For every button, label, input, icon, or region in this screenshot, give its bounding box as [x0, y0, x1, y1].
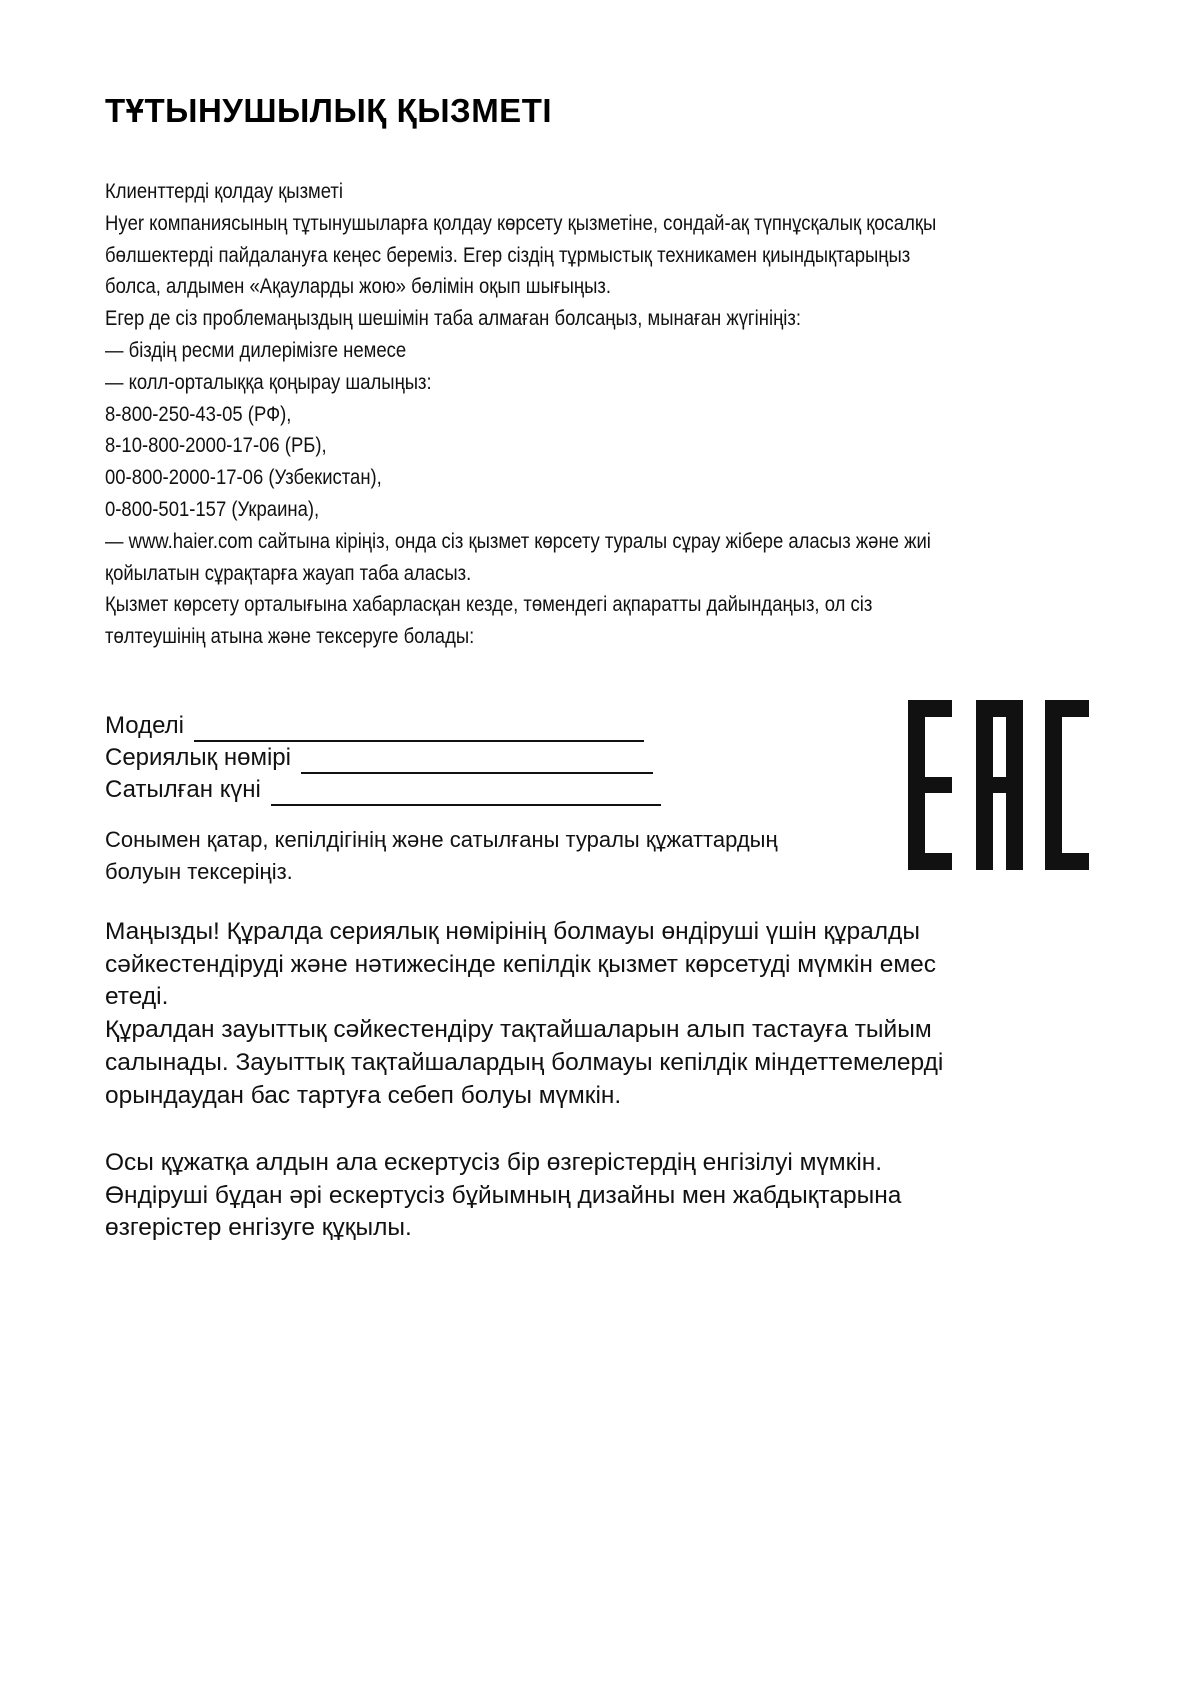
serial-row — [105, 742, 661, 774]
info-line: төлтеушінің атына және тексеруге болады: — [105, 625, 475, 649]
warning-line: етеді. — [105, 983, 169, 1011]
product-info-form — [105, 710, 661, 806]
info-line: Клиенттерді қолдау қызметі — [105, 180, 343, 203]
date-blank-line — [271, 780, 661, 806]
model-row — [105, 710, 661, 742]
notice-line: Өндіруші бұдан әрі ескертусіз бұйымның дизайны мен жабдықтарына — [105, 1181, 902, 1209]
info-line: Қызмет көрсету орталығына хабарласқан кезде, төмендегі ақпаратты дайындаңыз, ол сіз — [105, 593, 873, 617]
phone-line: 8-800-250-43-05 (РФ), — [105, 402, 292, 426]
warning-line: сәйкестендіруді және нәтижесінде кепілдік қызмет көрсетуді мүмкін емес — [105, 950, 937, 978]
info-line: — www.haier.com сайтына кіріңіз, онда сіз қызмет көрсету туралы сұрау жібере аласыз және жиі — [105, 529, 931, 553]
warning-line: орындаудан бас тартуға себеп болуы мүмкін. — [105, 1081, 622, 1109]
warning-line: Құралдан зауыттық сәйкестендіру тақтайшаларын алып тастауға тыйым — [105, 1016, 932, 1044]
warning-line: Маңызды! Құралда сериялық нөмірінің болмауы өндіруші үшін құралды — [105, 918, 920, 945]
change-notice — [105, 1147, 901, 1245]
phone-line: 00-800-2000-17-06 (Узбекистан), — [105, 466, 382, 490]
date-row — [105, 774, 661, 806]
phone-line: 0-800-501-157 (Украина), — [105, 497, 320, 521]
info-line: бөлшектерді пайдалануға кеңес береміз. Егер сіздің тұрмыстық техникамен қиындықтарыңыз — [105, 243, 911, 267]
eac-certification-logo — [908, 700, 1089, 870]
info-line: — колл-орталыққа қоңырау шалыңыз: — [105, 370, 432, 394]
serial-label: Сериялық нөмірі — [105, 744, 291, 771]
info-line: болса, алдымен «Ақауларды жою» бөлімін оқып шығыңыз. — [105, 275, 612, 299]
note-line: болуын тексеріңіз. — [105, 859, 293, 884]
warning-line: салынады. Зауыттық тақтайшалардың болмауы кепілдік міндеттемелерді — [105, 1048, 944, 1076]
model-blank-line — [194, 716, 644, 742]
notice-line: өзгерістер енгізуге құқылы. — [105, 1214, 412, 1242]
info-line: Егер де сіз проблемаңыздың шешімін таба алмаған болсаңыз, мынаған жүгініңіз: — [105, 307, 802, 331]
info-line: — біздің ресми дилерімізге немесе — [105, 338, 407, 362]
note-line: Сонымен қатар, кепілдігінің және сатылғаны туралы құжаттардың — [105, 827, 778, 852]
info-line: қойылатын сұрақтарға жауап таба аласыз. — [105, 561, 472, 585]
date-label: Сатылған күні — [105, 776, 261, 803]
notice-line: Осы құжатқа алдын ала ескертусіз бір өзгерістердің енгізілуі мүмкін. — [105, 1149, 883, 1176]
support-info-section — [105, 176, 1105, 653]
page-title: ТҰТЫНУШЫЛЫҚ ҚЫЗМЕТІ — [105, 92, 553, 129]
important-warning — [105, 916, 943, 1112]
info-line: Нуer компаниясының тұтынушыларға қолдау көрсету қызметіне, сондай-ақ түпнұсқалық қосалқы — [105, 211, 937, 235]
serial-blank-line — [301, 748, 653, 774]
phone-line: 8-10-800-2000-17-06 (РБ), — [105, 434, 327, 458]
model-label: Моделі — [105, 712, 184, 739]
documents-check-note — [105, 824, 778, 888]
